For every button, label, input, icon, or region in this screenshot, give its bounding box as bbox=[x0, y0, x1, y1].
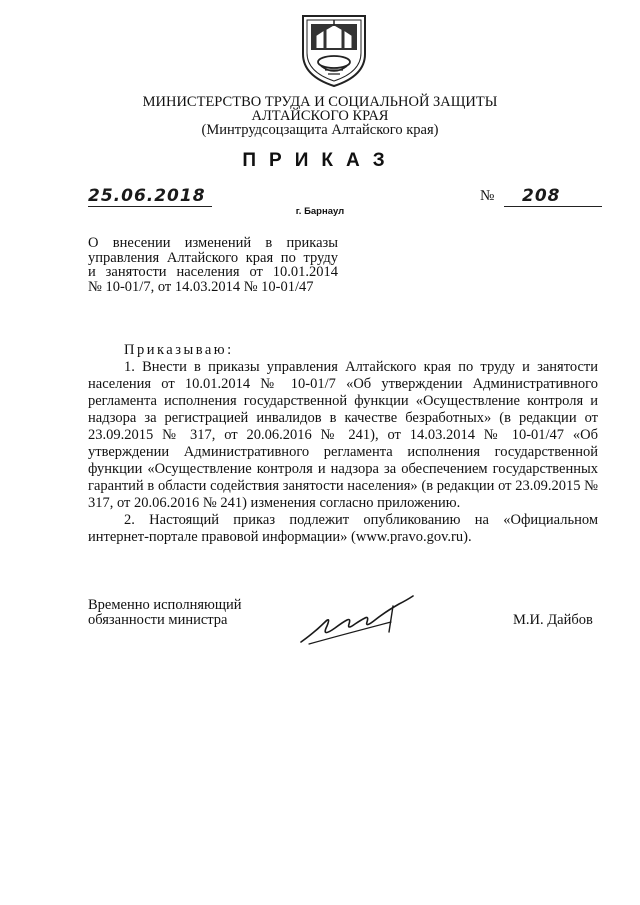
ministry-short-name: (Минтрудсоцзащита Алтайского края) bbox=[201, 122, 439, 138]
ministry-name-line2: АЛТАЙСКОГО КРАЯ bbox=[251, 108, 389, 124]
document-title: ПРИКАЗ bbox=[242, 150, 398, 171]
number-field bbox=[504, 186, 602, 207]
document-subject bbox=[88, 236, 338, 294]
city: г. Барнаул bbox=[295, 206, 345, 217]
subject-line: О внесении изменений в приказы bbox=[88, 235, 338, 251]
document-date: 25.06.2018 bbox=[88, 186, 206, 206]
ministry-name-line1: МИНИСТЕРСТВО ТРУДА И СОЦИАЛЬНОЙ ЗАЩИТЫ bbox=[142, 94, 498, 110]
handwritten-signature-icon bbox=[295, 592, 425, 648]
signatory-title-line2: обязанности министра bbox=[88, 612, 228, 628]
date-field bbox=[88, 186, 212, 207]
signatory-name: М.И. Дайбов bbox=[513, 612, 593, 628]
body-item-2: 2. Настоящий приказ подлежит опубликованию на «Официальном интернет-портале правовой информации» (www.pravo.gov.ru). bbox=[88, 512, 598, 545]
signatory-title-line1: Временно исполняющий bbox=[88, 597, 242, 613]
coat-of-arms-icon bbox=[295, 10, 373, 90]
subject-line: и занятости населения от 10.01.2014 bbox=[88, 264, 338, 280]
number-label: № bbox=[480, 188, 495, 204]
subject-line: управления Алтайского края по труду bbox=[88, 249, 338, 266]
document-body bbox=[88, 342, 598, 546]
order-word: Приказываю: bbox=[124, 342, 234, 358]
body-item-1: 1. Внести в приказы управления Алтайского края по труду и занятости населения от 10.01.2014 № 10-01/7 «Об утверждении Административного регламента исполнения государственной функции «Осуществление контроля и надзора за регистрацией инвалидов в качестве безработных» (в редакции от 23.09.2015 № 317, от 20.06.2016 № 241), от 14.03.2014 № 10-01/47 «Об утверждении Административного регламента исполнения государственной функции «Осуществление контроля и надзора за обеспечением государственных гарантий в области содействия занятости населения» (в редакции от 23.09.2015 № 317, от 20.06.2016 № 241) изменения согласно приложению. bbox=[88, 359, 598, 511]
subject-line: № 10-01/7, от 14.03.2014 № 10-01/47 bbox=[88, 278, 314, 295]
signatory-title bbox=[88, 598, 242, 628]
document-number: 208 bbox=[522, 186, 561, 206]
